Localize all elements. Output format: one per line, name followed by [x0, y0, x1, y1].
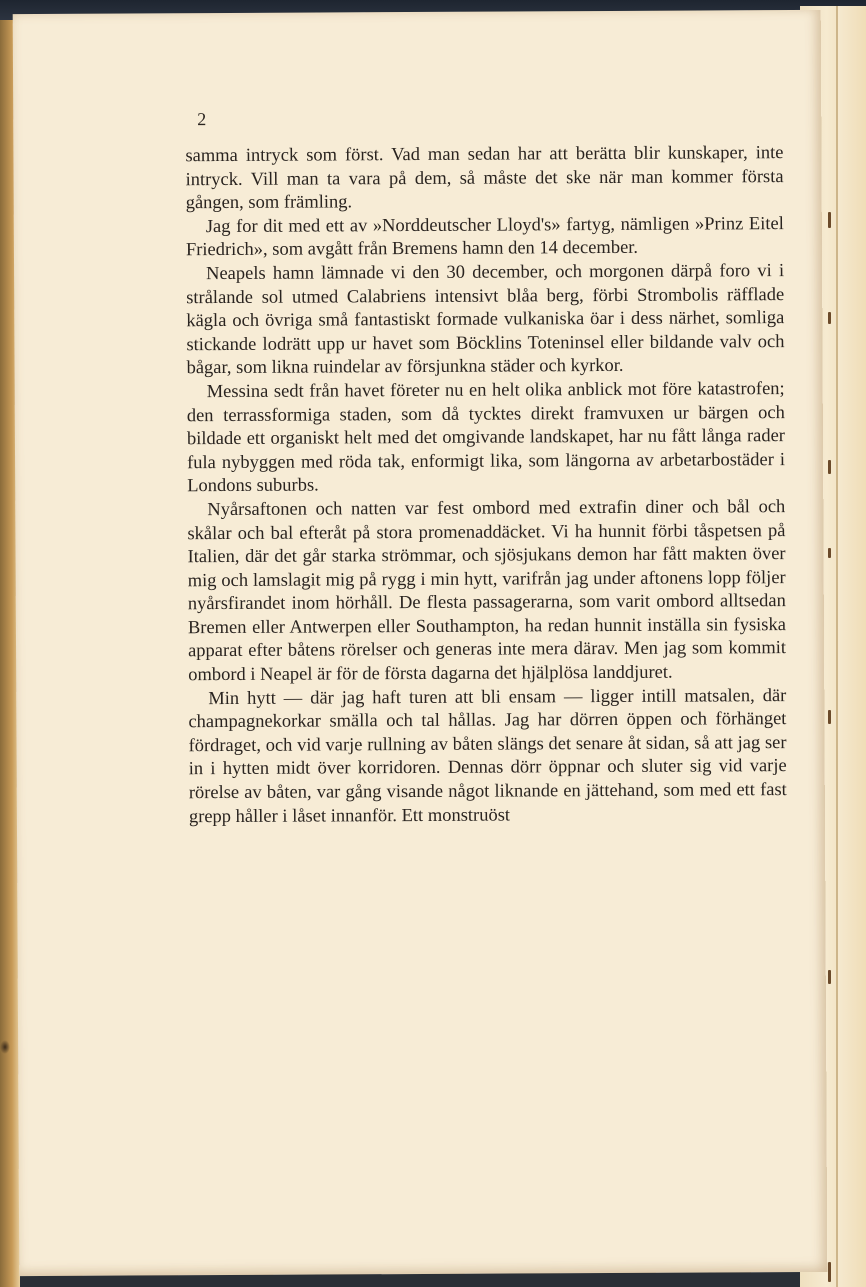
paragraph: Neapels hamn lämnade vi den 30 december, och morgonen därpå foro vi i strålande sol utmed Calabriens intensivt blåa berg, förbi Strombolis räfflade kägla och övriga små fantastiskt formade vulkaniska öar i dess närhet, somliga stickande lodrätt upp ur havet som Böcklins Toteninsel eller bildande valv och bågar, som likna ruindelar av försjunkna städer och kyrkor. — [186, 261, 785, 379]
scan-stain — [0, 1040, 10, 1054]
margin-mark — [828, 212, 831, 228]
margin-mark — [828, 460, 831, 474]
paragraph: Min hytt — där jag haft turen att bli ensam — ligger intill matsalen, där champagnekorkar smälla och tal hållas. Jag har dörren öppen och förhänget fördraget, och vid varje rullning av båten slängs det senare åt sidan, så att jag ser in i hytten midt över korridoren. Dennas dörr öppnar och sluter sig vid varje rörelse av båten, var gång visande något liknande en jättehand, som med ett fast grepp håller i låset innanför. Ett monstruöst — [188, 685, 787, 827]
page-number: 2 — [197, 109, 207, 130]
book-page — [13, 10, 828, 1276]
paragraph: samma intryck som först. Vad man sedan har att berätta blir kunskaper, inte intryck. Vill man ta vara på dem, så måste det ske när man kommer första gången, som främling. — [185, 143, 784, 214]
underlying-page-edge — [836, 6, 866, 1287]
margin-mark — [828, 970, 831, 984]
margin-mark — [828, 312, 831, 324]
paragraph: Nyårsaftonen och natten var fest ombord med extrafin diner och bål och skålar och bal efteråt på stora promenaddäcket. Vi ha hunnit förbi tåspetsen på Italien, där det går starka strömmar, och sjösjukans demon har fått makten över mig och lamslagit mig på rygg i min hytt, varifrån jag under aftonens lopp följer nyårsfirandet inom hörhåll. De flesta passagerarna, som varit ombord alltsedan Bremen eller Antwerpen eller Southampton, ha redan hunnit inställa sin fysiska apparat efter båtens rörelser och generas inte mera därav. Men jag som kommit ombord i Neapel är för de första dagarna det hjälplösa landdjuret. — [187, 496, 787, 686]
margin-mark — [828, 1262, 831, 1282]
margin-mark — [828, 710, 831, 724]
margin-mark — [828, 548, 831, 558]
body-text — [185, 142, 787, 829]
paragraph: Messina sedt från havet företer nu en helt olika anblick mot före katastrofen; den terrassformiga staden, som då tycktes direkt framvuxen ur bärgen och bildade ett organiskt helt med det omgivande landskapet, har nu fått långa rader fula nybyggen med röda tak, enformigt lika, som längorna av arbetarbostäder i Londons suburbs. — [186, 379, 786, 497]
paragraph: Jag for dit med ett av »Norddeutscher Lloyd's» fartyg, nämligen »Prinz Eitel Friedrich», som avgått från Bremens hamn den 14 december. — [185, 213, 784, 261]
